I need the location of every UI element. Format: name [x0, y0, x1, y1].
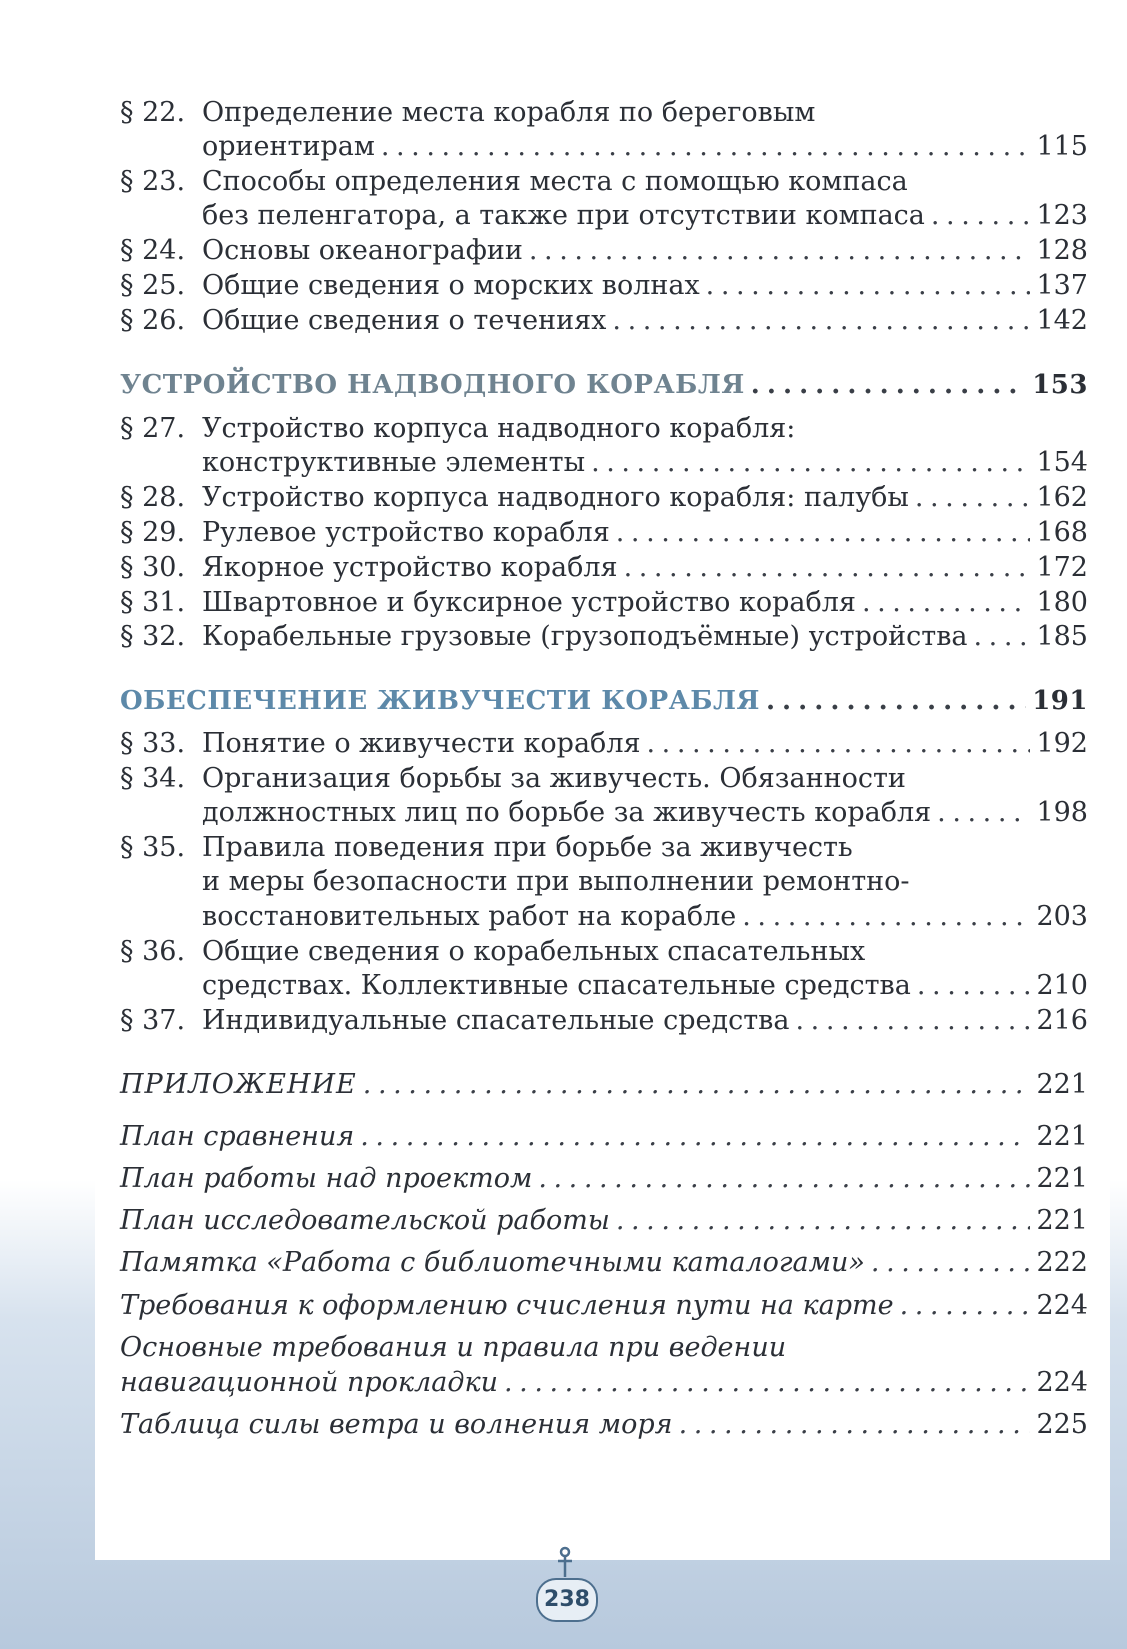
dot-leader: [900, 1289, 1031, 1323]
entry-title-cont: средствах. Коллективные спасательные средства: [202, 970, 911, 1001]
toc-entry-23[interactable]: [120, 165, 1088, 199]
entry-title-cont: должностных лиц по борьбе за живучесть корабля: [202, 797, 932, 828]
page-ref: 203: [1036, 901, 1088, 932]
appendix-item-title: Основные требования и правила при ведении: [120, 1332, 787, 1363]
dot-leader: [706, 269, 1031, 303]
toc-entry-22[interactable]: [120, 96, 1088, 130]
toc-entry-29[interactable]: [120, 516, 1088, 550]
appendix-item-research-plan[interactable]: [120, 1204, 1088, 1238]
entry-number: § 23.: [120, 166, 186, 197]
appendix-item-wind-table[interactable]: [120, 1408, 1088, 1442]
toc-entry-33[interactable]: [120, 727, 1088, 761]
page-ref: 192: [1036, 728, 1088, 759]
toc-entry-28[interactable]: [120, 481, 1088, 515]
section-heading-survivability[interactable]: [120, 684, 1088, 718]
toc-entry-24[interactable]: [120, 234, 1088, 268]
page-ref: 224: [1036, 1290, 1088, 1321]
entry-title: Определение места корабля по береговым: [202, 97, 816, 128]
dot-leader: [647, 727, 1031, 761]
entry-title-cont: конструктивные элементы: [202, 447, 586, 478]
entry-title: Организация борьбы за живучесть. Обязанности: [202, 763, 906, 794]
entry-number: § 37.: [120, 1005, 186, 1036]
entry-title: Правила поведения при борьбе за живучесть: [202, 832, 853, 863]
entry-title: Рулевое устройство корабля: [202, 517, 610, 548]
dot-leader: [931, 199, 1031, 233]
dot-leader: [616, 516, 1031, 550]
entry-title: Общие сведения о течениях: [202, 305, 607, 336]
appendix-item-title: План сравнения: [120, 1121, 355, 1152]
toc-entry-35-cont1[interactable]: [202, 865, 1088, 899]
appendix-item-dead-reckoning[interactable]: [120, 1289, 1088, 1323]
toc-entry-35-cont2[interactable]: [202, 900, 1088, 934]
page-ref: 221: [1036, 1205, 1088, 1236]
page-number: 238: [536, 1578, 598, 1622]
entry-title-cont: ориентирам: [202, 131, 375, 162]
page-ref: 162: [1036, 482, 1088, 513]
page-ref: 224: [1036, 1367, 1088, 1398]
section-title: УСТРОЙСТВО НАДВОДНОГО КОРАБЛЯ: [120, 370, 745, 400]
toc-entry-36[interactable]: [120, 935, 1088, 969]
page-ref: 222: [1036, 1247, 1088, 1278]
entry-title: Понятие о живучести корабля: [202, 728, 641, 759]
page-ref: 115: [1036, 131, 1088, 162]
toc-entry-32[interactable]: [120, 620, 1088, 654]
entry-title-cont: и меры безопасности при выполнении ремонтно-: [202, 866, 910, 897]
entry-number: § 25.: [120, 270, 186, 301]
appendix-item-navigation-rules[interactable]: [120, 1331, 1088, 1365]
dot-leader: [766, 684, 1026, 718]
appendix-title: ПРИЛОЖЕНИЕ: [120, 1069, 357, 1100]
page-ref: 185: [1036, 621, 1088, 652]
dot-leader: [751, 368, 1026, 402]
entry-number: § 29.: [120, 517, 186, 548]
dot-leader: [915, 481, 1031, 515]
dot-leader: [591, 446, 1030, 480]
page-ref: 225: [1036, 1409, 1088, 1440]
entry-title: Швартовное и буксирное устройство корабля: [202, 587, 856, 618]
toc-entry-25[interactable]: [120, 269, 1088, 303]
page-ref: 123: [1036, 200, 1088, 231]
dot-leader: [624, 551, 1031, 585]
appendix-item-title-cont: навигационной прокладки: [120, 1367, 498, 1398]
page-ref: 153: [1032, 370, 1088, 400]
toc-entry-31[interactable]: [120, 586, 1088, 620]
dot-leader: [742, 900, 1030, 934]
dot-leader: [363, 1068, 1031, 1102]
page-ref: 172: [1036, 552, 1088, 583]
toc-entry-36-cont[interactable]: [202, 969, 1088, 1003]
appendix-item-navigation-rules-cont[interactable]: [120, 1366, 1088, 1400]
dot-leader: [381, 130, 1031, 164]
toc-entry-26[interactable]: [120, 304, 1088, 338]
dot-leader: [529, 234, 1031, 268]
dot-leader: [504, 1366, 1030, 1400]
entry-title: Основы океанографии: [202, 235, 523, 266]
dot-leader: [360, 1120, 1030, 1154]
page-ref: 180: [1036, 587, 1088, 618]
page-ref: 168: [1036, 517, 1088, 548]
entry-number: § 27.: [120, 413, 186, 444]
appendix-item-title: Таблица силы ветра и волнения моря: [120, 1409, 673, 1440]
toc-entry-30[interactable]: [120, 551, 1088, 585]
entry-number: § 31.: [120, 587, 186, 618]
page-ref: 142: [1036, 305, 1088, 336]
page-ref: 191: [1032, 686, 1088, 716]
entry-title: Индивидуальные спасательные средства: [202, 1005, 790, 1036]
dot-leader: [937, 796, 1030, 830]
entry-title: Способы определения места с помощью компаса: [202, 166, 908, 197]
appendix-heading[interactable]: [120, 1068, 1088, 1102]
entry-number: § 35.: [120, 832, 186, 863]
dot-leader: [917, 969, 1031, 1003]
dot-leader: [871, 1246, 1031, 1280]
dot-leader: [616, 1204, 1031, 1238]
entry-number: § 24.: [120, 235, 186, 266]
page-ref: 128: [1036, 235, 1088, 266]
toc-entry-22-cont[interactable]: [202, 130, 1088, 164]
toc-entry-27[interactable]: [120, 412, 1088, 446]
appendix-item-title: Требования к оформлению счисления пути на карте: [120, 1290, 894, 1321]
appendix-item-library-memo[interactable]: [120, 1246, 1088, 1280]
page-ref: 216: [1036, 1005, 1088, 1036]
appendix-item-title: План исследовательской работы: [120, 1205, 610, 1236]
entry-title: Общие сведения о корабельных спасательных: [202, 936, 866, 967]
dot-leader: [679, 1408, 1031, 1442]
dot-leader: [538, 1162, 1030, 1196]
toc-entry-34[interactable]: [120, 762, 1088, 796]
entry-title: Устройство корпуса надводного корабля: палубы: [202, 482, 909, 513]
appendix-item-project-plan[interactable]: [120, 1162, 1088, 1196]
entry-number: § 28.: [120, 482, 186, 513]
appendix-item-comparison-plan[interactable]: [120, 1120, 1088, 1154]
toc-entry-35[interactable]: [120, 831, 1088, 865]
entry-number: § 36.: [120, 936, 186, 967]
toc-entry-37[interactable]: [120, 1004, 1088, 1038]
dot-leader: [974, 620, 1031, 654]
section-title: ОБЕСПЕЧЕНИЕ ЖИВУЧЕСТИ КОРАБЛЯ: [120, 686, 760, 716]
toc-entry-34-cont[interactable]: [202, 796, 1088, 830]
anchor-icon: [548, 1545, 582, 1579]
entry-title: Общие сведения о морских волнах: [202, 270, 700, 301]
page-ref: 221: [1036, 1163, 1088, 1194]
section-heading-ship-structure[interactable]: [120, 368, 1088, 402]
page-ref: 210: [1036, 970, 1088, 1001]
entry-number: § 32.: [120, 621, 186, 652]
entry-number: § 26.: [120, 305, 186, 336]
entry-title-cont: без пеленгатора, а также при отсутствии компаса: [202, 200, 925, 231]
page-ref: 154: [1036, 447, 1088, 478]
appendix-item-title: Памятка «Работа с библиотечными каталогами»: [120, 1247, 865, 1278]
page-ref: 221: [1036, 1121, 1088, 1152]
entry-title: Устройство корпуса надводного корабля:: [202, 413, 796, 444]
toc-entry-27-cont[interactable]: [202, 446, 1088, 480]
entry-number: § 30.: [120, 552, 186, 583]
entry-number: § 33.: [120, 728, 186, 759]
dot-leader: [862, 586, 1031, 620]
appendix-item-title: План работы над проектом: [120, 1163, 533, 1194]
page-ref: 221: [1036, 1069, 1088, 1100]
entry-title-cont: восстановительных работ на корабле: [202, 901, 737, 932]
entry-number: § 22.: [120, 97, 186, 128]
page-ref: 137: [1036, 270, 1088, 301]
dot-leader: [795, 1004, 1030, 1038]
entry-title: Якорное устройство корабля: [202, 552, 618, 583]
page-ref: 198: [1036, 797, 1088, 828]
entry-title: Корабельные грузовые (грузоподъёмные) устройства: [202, 621, 968, 652]
dot-leader: [612, 304, 1030, 338]
toc-entry-23-cont[interactable]: [202, 199, 1088, 233]
entry-number: § 34.: [120, 763, 186, 794]
